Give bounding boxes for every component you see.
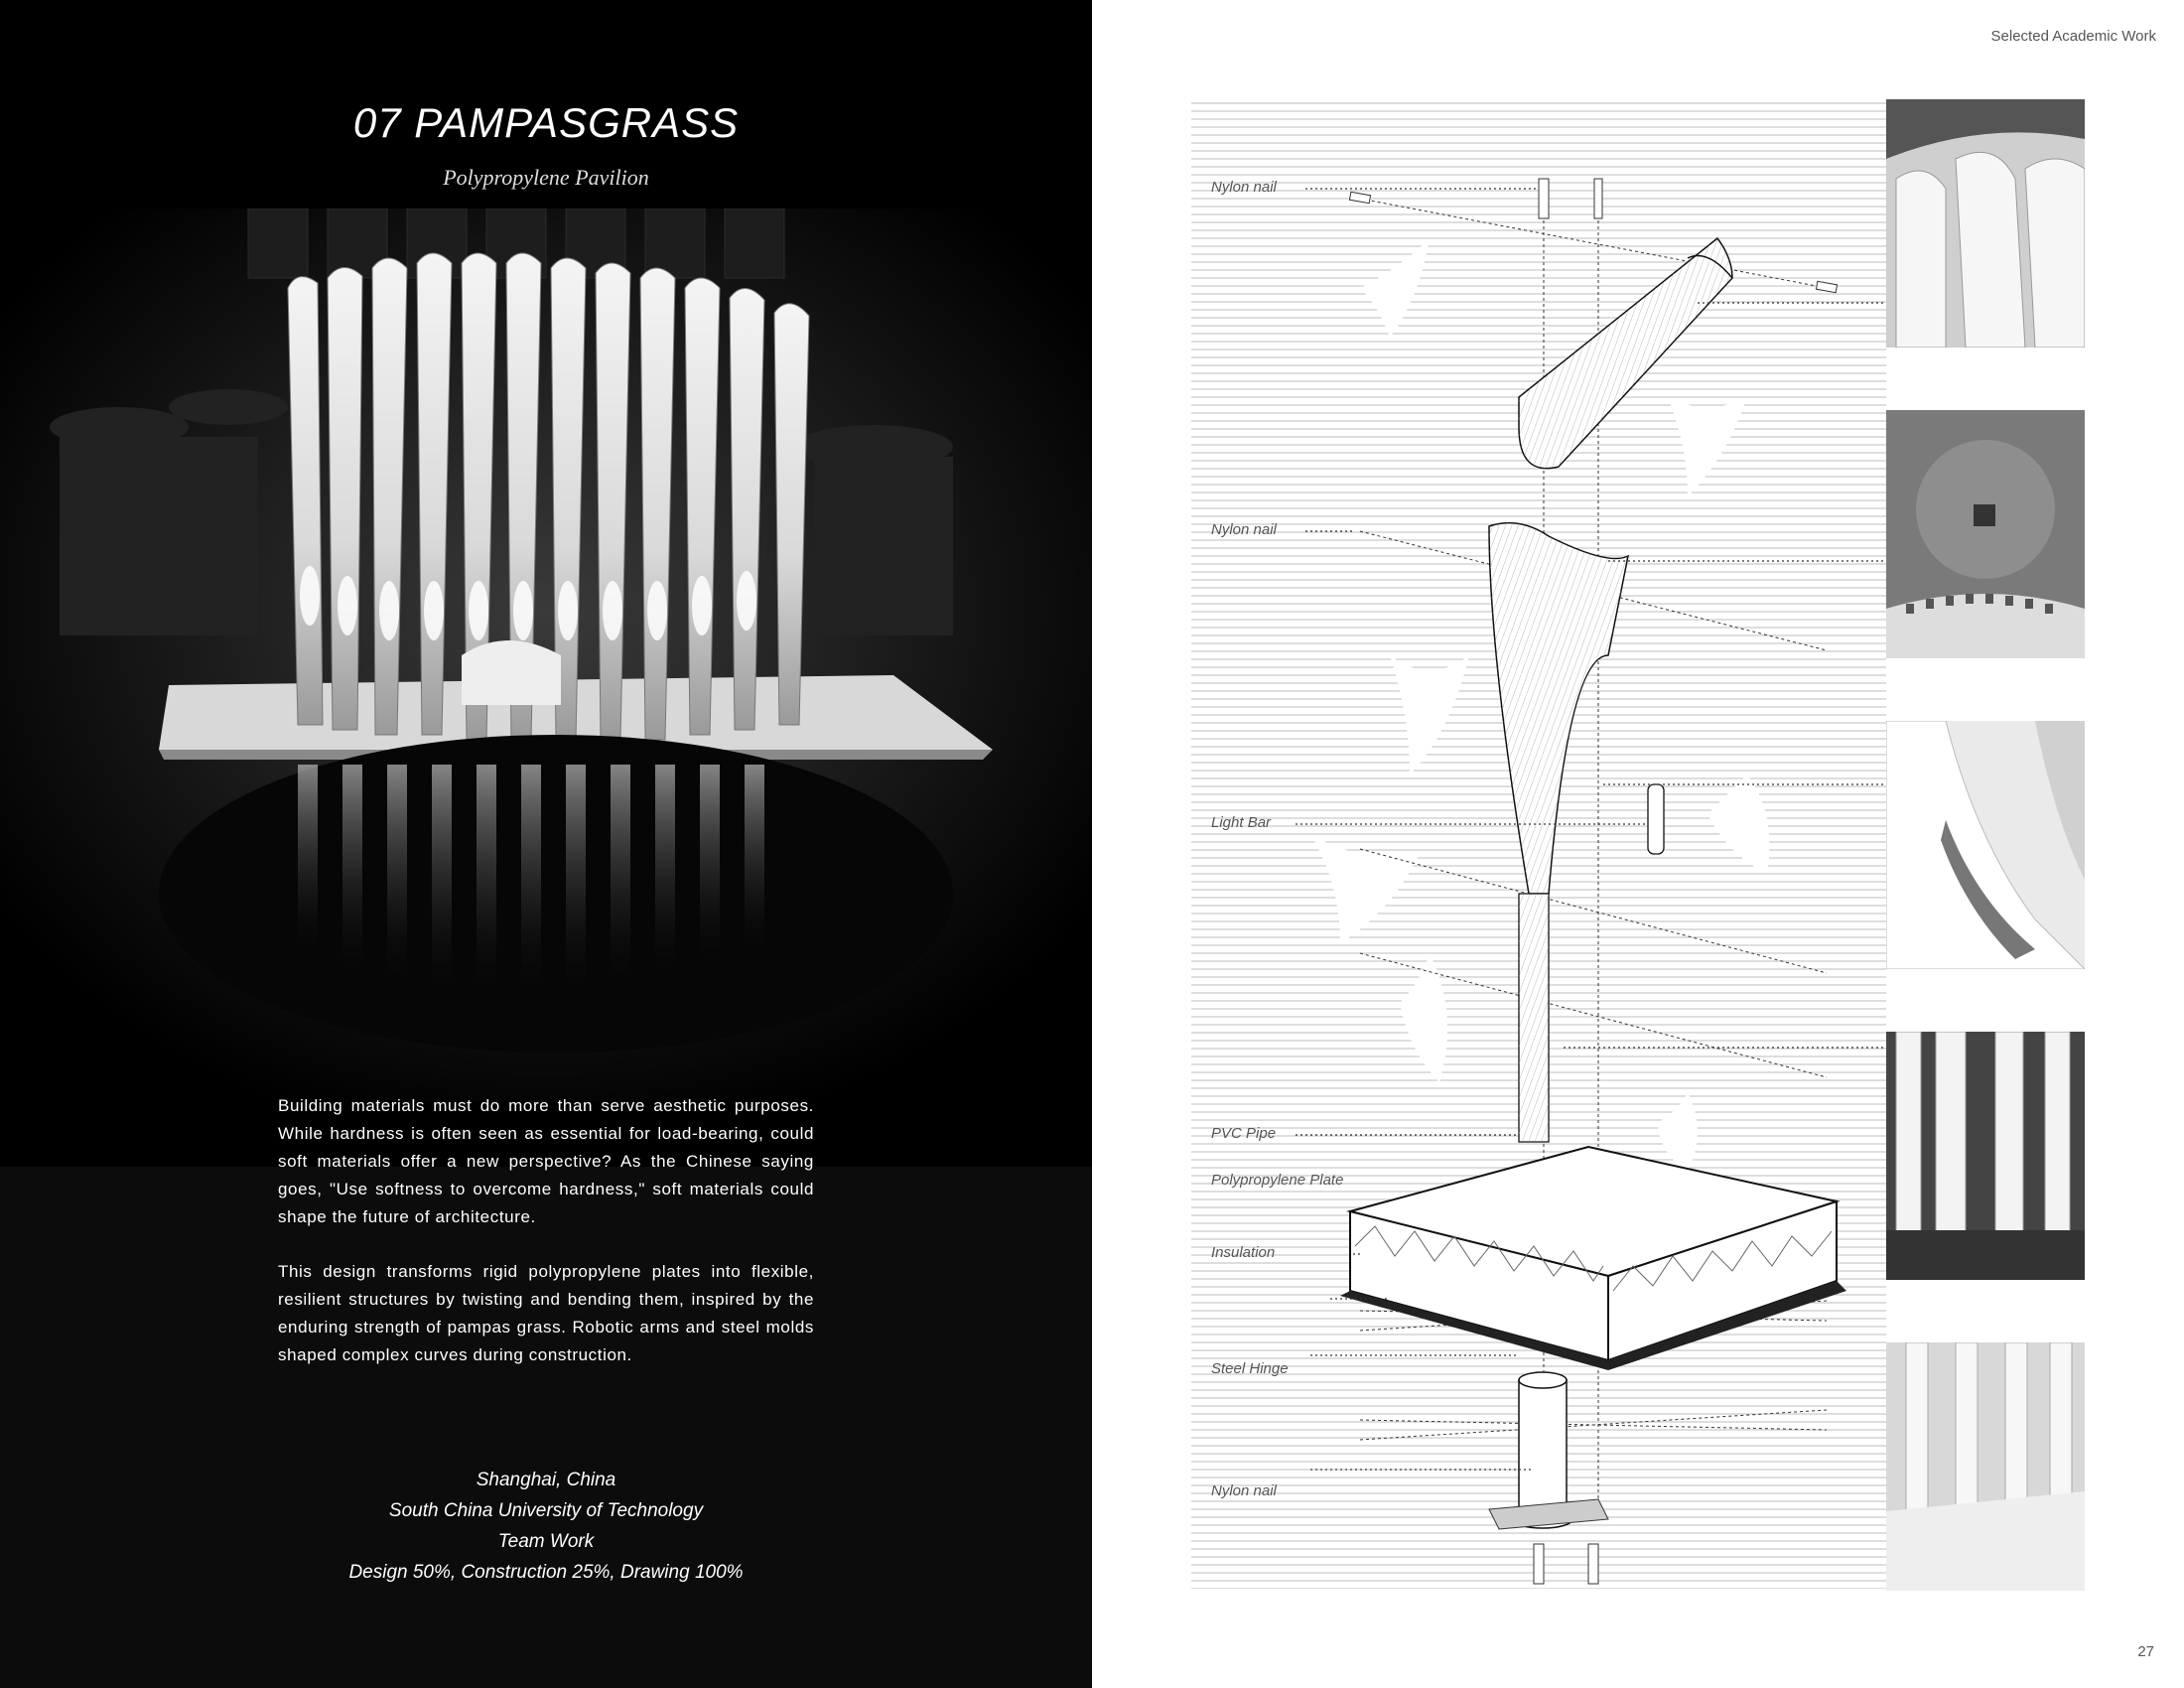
description-paragraph: This design transforms rigid polypropylene plates into flexible, resilient structures by twisting and bending them, inspired by the enduring strength of pampas grass. Robotic arms and steel molds shaped complex curves during construction. — [278, 1262, 814, 1364]
credit-location: Shanghai, China — [476, 1470, 616, 1490]
page-number: 27 — [2137, 1643, 2154, 1660]
project-subtitle: Polypropylene Pavilion — [443, 165, 649, 190]
right-page — [1092, 0, 2184, 1688]
pavilion-photo — [0, 209, 1092, 1102]
project-credits — [0, 1465, 1092, 1588]
project-description — [278, 1092, 814, 1396]
credit-type: Team Work — [497, 1531, 595, 1552]
detail-photo-3 — [1886, 721, 2085, 969]
detail-photo-4 — [1886, 1032, 2085, 1280]
description-paragraph: Building materials must do more than serve aesthetic purposes. While hardness is often seen as essential for load-bearing, could soft materials offer a new perspective? As the Chinese saying goes, "Use softness to overcome hardness," soft materials could shape the future of architecture. — [278, 1096, 814, 1226]
project-title: 07 PAMPASGRASS — [352, 99, 740, 146]
label-nylon-nail-bottom: Nylon nail — [1211, 1482, 1277, 1499]
credit-contribution: Design 50%, Construction 25%, Drawing 100% — [348, 1562, 744, 1583]
exploded-axonometric-diagram — [1191, 99, 1886, 1589]
label-light-bar: Light Bar — [1211, 814, 1272, 831]
label-nylon-nail-top: Nylon nail — [1211, 179, 1277, 196]
label-polypropylene-plate: Polypropylene Plate — [1211, 1172, 1344, 1189]
label-nylon-nail-middle: Nylon nail — [1211, 521, 1277, 538]
label-steel-hinge: Steel Hinge — [1211, 1360, 1289, 1377]
detail-photo-5 — [1886, 1342, 2085, 1591]
detail-photo-2 — [1886, 410, 2085, 658]
detail-photo-1 — [1886, 99, 2085, 348]
label-insulation: Insulation — [1211, 1244, 1276, 1261]
header-label: Selected Academic Work — [1990, 28, 2156, 45]
label-pvc-pipe: PVC Pipe — [1211, 1125, 1277, 1142]
credit-school: South China University of Technology — [388, 1500, 704, 1521]
